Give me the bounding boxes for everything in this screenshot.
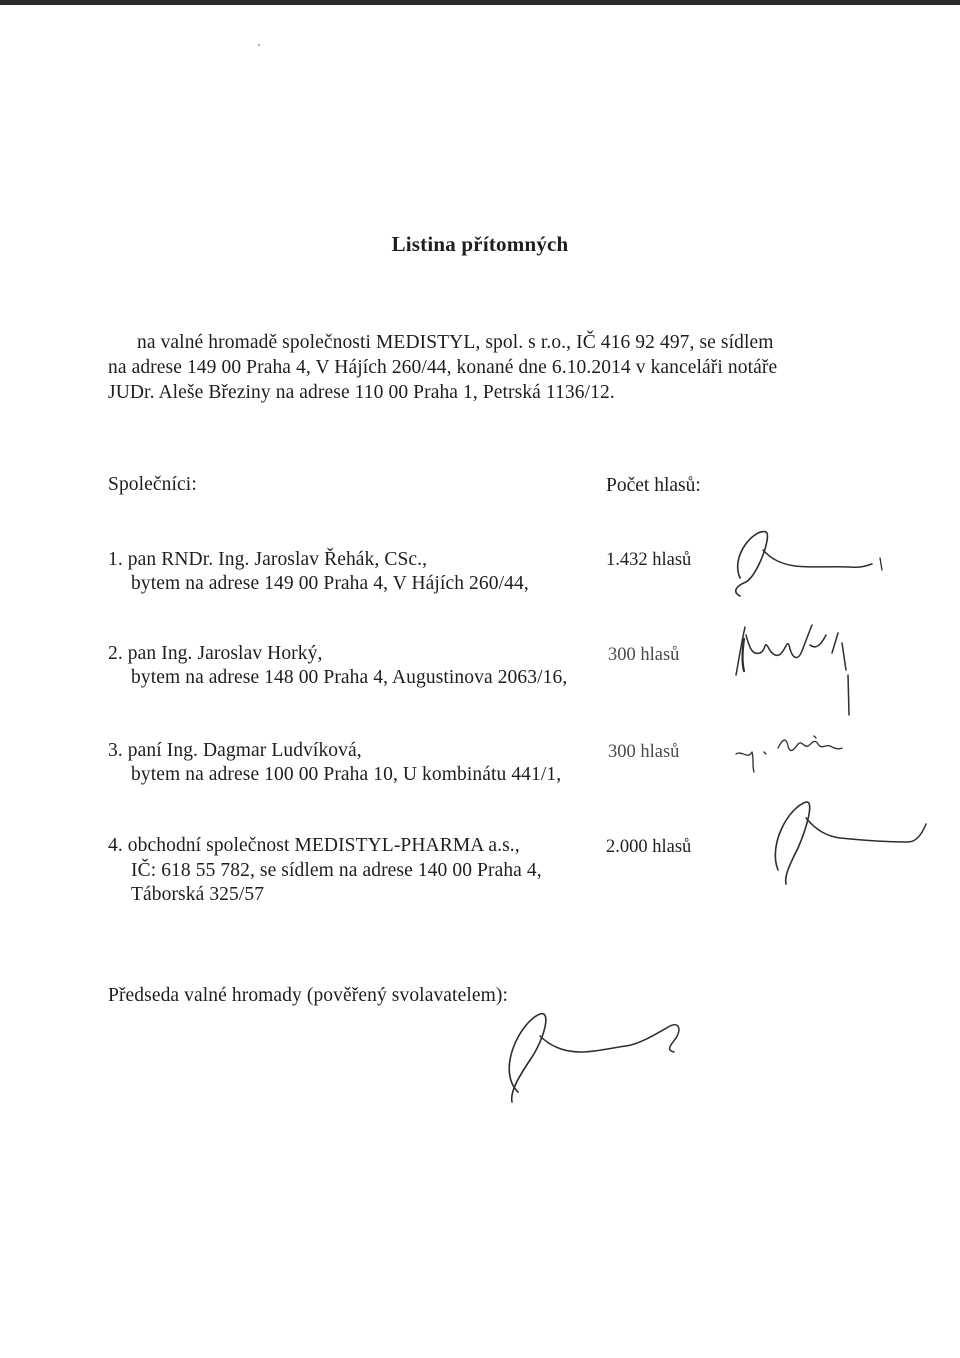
intro-line-3: JUDr. Aleše Březiny na adrese 110 00 Praha 1, Petrská 1136/12. xyxy=(108,382,615,403)
signature-2 xyxy=(720,605,880,720)
partner-2-address: bytem na adrese 148 00 Praha 4, Augustinova 2063/16, xyxy=(131,667,568,688)
signature-4 xyxy=(740,790,940,890)
page-title: Listina přítomných xyxy=(391,232,569,256)
intro-line-1: na valné hromadě společnosti MEDISTYL, spol. s r.o., IČ 416 92 497, se sídlem xyxy=(137,332,774,353)
votes-label: Počet hlasů: xyxy=(606,475,701,496)
partner-4-name: 4. obchodní společnost MEDISTYL-PHARMA a.s., xyxy=(108,835,520,856)
chairman-label: Předseda valné hromady (pověřený svolavatelem): xyxy=(108,985,508,1006)
intro-line-2: na adrese 149 00 Praha 4, V Hájích 260/44, konané dne 6.10.2014 v kanceláři notáře xyxy=(108,357,778,378)
partner-4-votes: 2.000 hlasů xyxy=(606,837,692,857)
partner-4-id: IČ: 618 55 782, se sídlem na adrese 140 00 Praha 4, xyxy=(131,860,542,881)
partner-1-votes: 1.432 hlasů xyxy=(606,550,692,570)
scan-speck xyxy=(258,44,260,46)
signature-chairman xyxy=(470,1000,710,1110)
partners-label: Společníci: xyxy=(108,474,197,495)
partner-3-votes: 300 hlasů xyxy=(608,742,680,762)
partner-2-votes: 300 hlasů xyxy=(608,645,680,665)
signature-3 xyxy=(730,722,880,777)
scan-top-border xyxy=(0,0,960,5)
partner-3-address: bytem na adrese 100 00 Praha 10, U kombinátu 441/1, xyxy=(131,764,562,785)
partner-4-address: Táborská 325/57 xyxy=(131,884,265,905)
partner-1-name: 1. pan RNDr. Ing. Jaroslav Řehák, CSc., xyxy=(108,549,428,570)
partner-1-address: bytem na adrese 149 00 Praha 4, V Hájích 260/44, xyxy=(131,573,529,594)
partner-3-name: 3. paní Ing. Dagmar Ludvíková, xyxy=(108,740,362,761)
partner-2-name: 2. pan Ing. Jaroslav Horký, xyxy=(108,643,323,664)
